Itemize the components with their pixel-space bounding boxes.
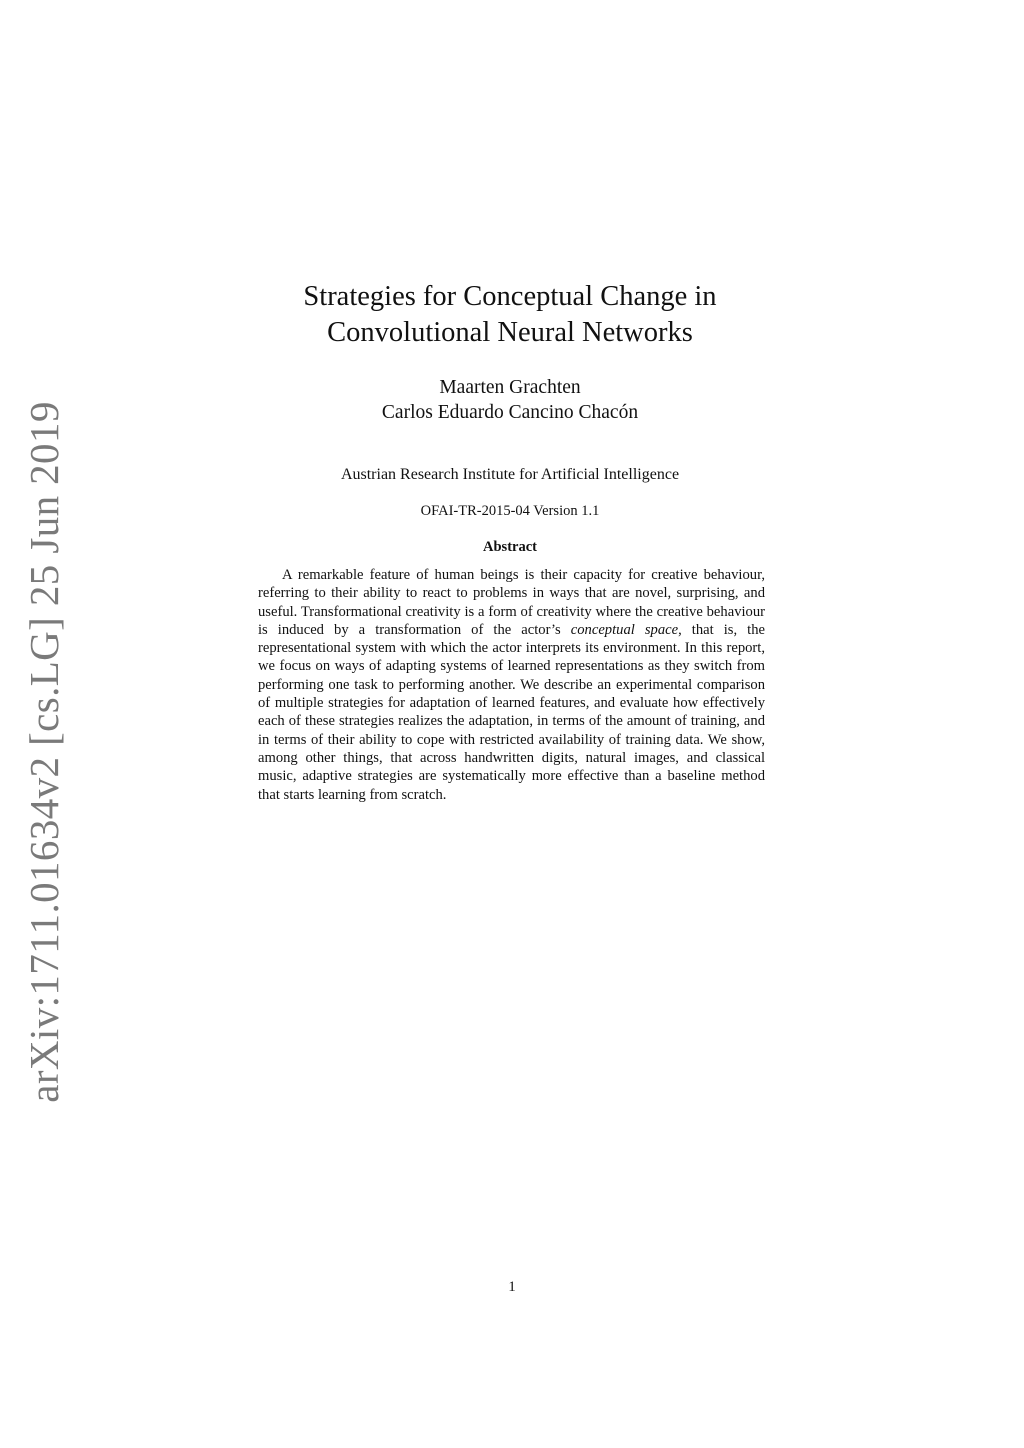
arxiv-identifier-stamp: arXiv:1711.01634v2 [cs.LG] 25 Jun 2019 xyxy=(21,401,67,1103)
abstract-text xyxy=(258,566,765,804)
paper-title-line-2: Convolutional Neural Networks xyxy=(327,317,693,348)
abstract-emphasis: conceptual space xyxy=(570,621,679,638)
paper-title xyxy=(200,279,820,351)
author-list xyxy=(200,375,820,425)
abstract-text-part-2: , that is, the representational system with which the actor interprets its environment. In this report, we focus on ways of adapting systems of learned representations as they switch from performing one task to performing another. We describe an experimental comparison of multiple strategies for adaptation of learned features, and evaluate how effectively each of these strategies realizes the adaptation, in terms of the amount of training, and in terms of their ability to cope with restricted availability of training data. We show, among other things, that across handwritten digits, natural images, and classical music, adaptive strategies are systematically more effective than a baseline method that starts learning from scratch. xyxy=(258,621,765,803)
abstract-text-part-1: A remarkable feature of human beings is their capacity for creative behaviour, referring to their ability to react to problems in ways that are novel, surprising, and useful. Transformational creativity is a form of creativity where the creative behaviour is induced by a transformation of the actor’s xyxy=(258,567,765,638)
author-name: Carlos Eduardo Cancino Chacón xyxy=(381,402,639,423)
abstract-heading: Abstract xyxy=(483,539,537,555)
affiliation: Austrian Research Institute for Artificial Intelligence xyxy=(340,466,680,483)
page-number: 1 xyxy=(508,1279,516,1295)
paper-title-line-1: Strategies for Conceptual Change in xyxy=(303,281,717,312)
author-name: Maarten Grachten xyxy=(439,377,581,398)
report-identifier: OFAI-TR-2015-04 Version 1.1 xyxy=(420,503,600,519)
